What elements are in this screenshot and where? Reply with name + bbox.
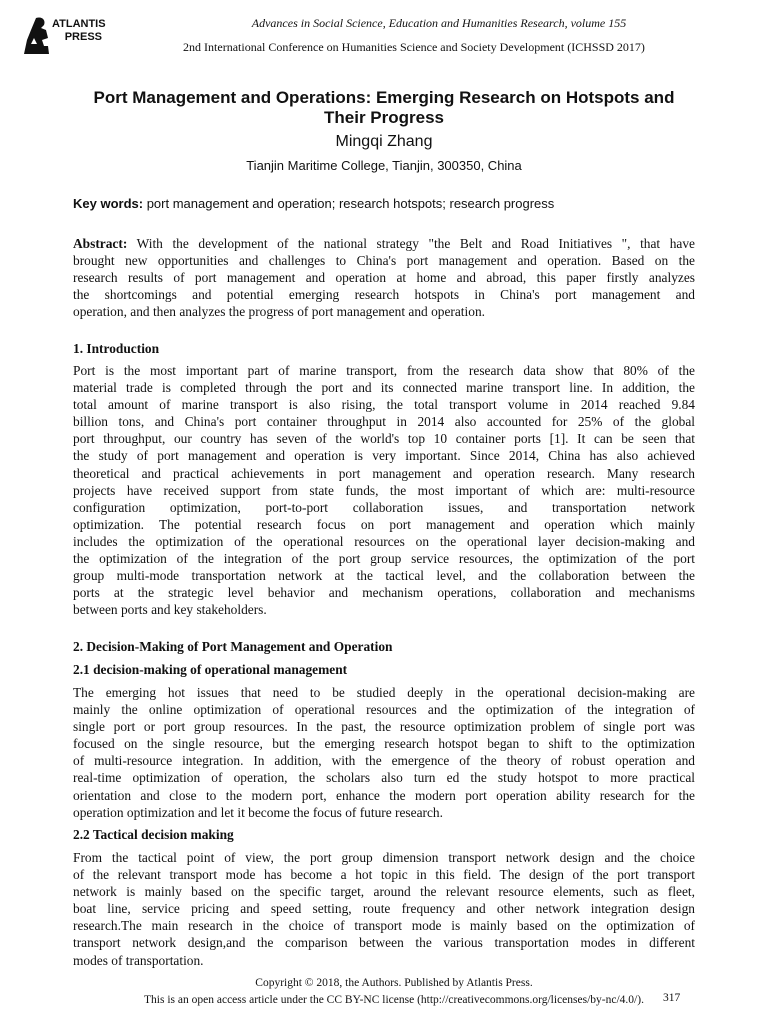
text-line: between ports and key stakeholders.: [73, 602, 267, 618]
text-line: of the relevant transport mode has become a hot topic in this field. The design of the port transport: [73, 867, 695, 883]
text-line: material trade is completed through the port and its connected marine transport line. In addition, the: [73, 380, 695, 396]
subsection-heading: 2.1 decision-making of operational management: [73, 662, 348, 677]
text-line: of multi-resource integration. In addition, with the emergence of the theory of robust operation and: [73, 753, 695, 769]
text-line: the study of port management and operation is very important. Since 2014, China has also achieved: [73, 448, 695, 464]
text-line: Port is the most important part of marine transport, from the research data show that 80% of the: [73, 363, 695, 378]
section-body: [73, 684, 695, 821]
text-line: group multi-mode transportation network at the tactical level, and the collaboration between the: [73, 568, 695, 584]
keywords-label: Key words:: [73, 196, 144, 211]
text-line: research results of port management and operation at home and abroad, this paper firstly analyzes: [73, 270, 695, 286]
text-line: research.The main research in the choice of transport mode is mainly based on the optimization of: [73, 918, 695, 934]
text-line: brought new opportunities and challenges to China's port management and operation. Based on the: [73, 253, 695, 269]
text-line: billion tons, and China's port container throughput in 2014 also accounted for 25% of the global: [73, 414, 695, 430]
section-body: [73, 849, 695, 969]
text-line: The emerging hot issues that need to be studied deeply in the operational decision-making are: [73, 685, 695, 700]
text-line: projects have received support from state funds, the most important of which are: multi-resource: [73, 482, 695, 498]
copyright: Copyright © 2018, the Authors. Published by Atlantis Press.: [255, 977, 533, 989]
affiliation: Tianjin Maritime College, Tianjin, 300350, China: [246, 158, 522, 173]
text-line: configuration optimization, port-to-port collaboration issues, and transportation network: [73, 499, 695, 515]
text-line: [73, 235, 695, 252]
text-line: boat line, service pricing and speed setting, route frequency and other network integration design: [73, 901, 695, 917]
text-line: ports at the strategic level behavior and mechanism operations, collaboration and mechanisms: [73, 585, 695, 601]
abstract: [73, 235, 695, 320]
text-line: the shortcomings and potential emerging research hotspots in China's port management and: [73, 287, 695, 303]
section-body: [73, 362, 695, 618]
page-number: 317: [663, 992, 681, 1004]
abstract-text: With the development of the national strategy "the Belt and Road Initiatives ", that have: [136, 236, 696, 251]
title-line: Port Management and Operations: Emerging Research on Hotspots and: [93, 88, 675, 107]
text-line: total amount of marine transport is also rising, the total transport volume in 2014 reached 9.84: [73, 397, 695, 413]
section-heading: 1. Introduction: [73, 341, 160, 356]
conference-title: 2nd International Conference on Humanities Science and Society Development (ICHSSD 2017): [183, 40, 645, 54]
text-line: the optimization of the integration of the port group service resources, the optimization of the port: [73, 551, 695, 567]
author: Mingqi Zhang: [335, 133, 433, 150]
text-line: orientation and close to the modern port, enhance the modern port operation ability research for the: [73, 787, 695, 803]
text-line: focused on the single resource, but the emerging research hotspot began to shift to the optimization: [73, 736, 695, 752]
keywords: [73, 196, 554, 211]
keywords-text: port management and operation; research hotspots; research progress: [146, 196, 555, 211]
series-title: Advances in Social Science, Education and Humanities Research, volume 155: [251, 16, 627, 30]
text-line: operation optimization and let it become the focus of future research.: [73, 804, 443, 820]
logo-text: ATLANTIS PRESS: [52, 18, 106, 43]
text-line: mainly the online optimization of operational resources and the optimization of the integration of: [73, 702, 695, 718]
section-heading: 2. Decision-Making of Port Management and Operation: [73, 639, 393, 654]
text-line: includes the optimization of the operational resources on the operational layer decision-making and: [73, 533, 695, 549]
text-line: theoretical and practical achievements in port management and operation research. Many research: [73, 465, 695, 481]
text-line: port throughput, our country has seven of the world's top 10 container ports [1]. It can be seen that: [73, 431, 695, 447]
text-line: real-time optimization of operation, the scholars also turn ed the study hotspot to more practical: [73, 770, 695, 786]
paper-title: [60, 88, 708, 128]
subsection-heading: 2.2 Tactical decision making: [73, 827, 234, 842]
text-line: operation, and then analyzes the progress of port management and operation.: [73, 304, 485, 320]
text-line: From the tactical point of view, the port group dimension transport network design and the choice: [73, 850, 695, 865]
abstract-label: Abstract:: [73, 236, 128, 251]
text-line: optimization. The potential research focus on port management and operation which mainly: [73, 516, 695, 532]
license: This is an open access article under the CC BY-NC license (http://creativecommons.org/licenses/by-nc/4.0/).: [144, 994, 644, 1006]
text-line: transport network design,and the comparison between the various transportation modes in different: [73, 935, 695, 951]
text-line: modes of transportation.: [73, 952, 204, 968]
text-line: network is mainly based on the specific target, around the relevant resource elements, such as fleet,: [73, 884, 695, 900]
text-line: single port or port group resources. In the past, the resource optimization problem of single port was: [73, 719, 695, 735]
title-line: Their Progress: [324, 108, 444, 127]
